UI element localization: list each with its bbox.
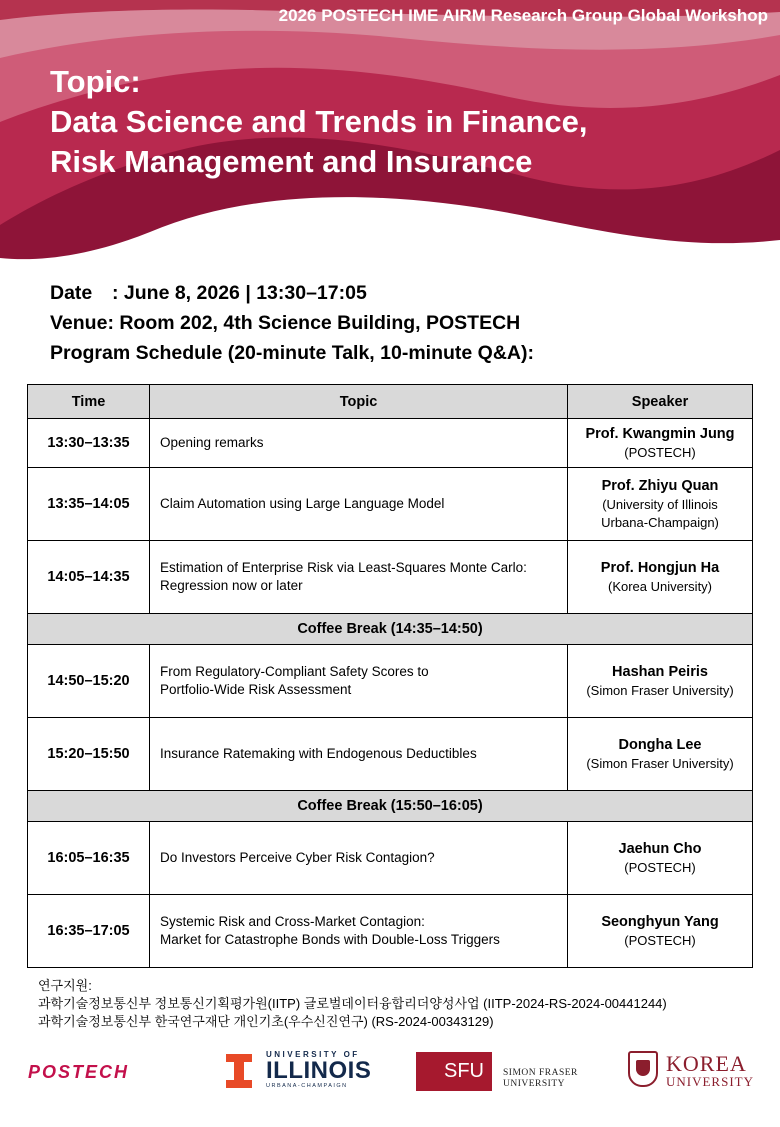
topic-cell bbox=[150, 895, 568, 968]
date-value: : June 8, 2026 | 13:30–17:05 bbox=[112, 282, 367, 304]
schedule-body bbox=[28, 419, 753, 968]
speaker-cell bbox=[568, 645, 753, 718]
workshop-title: 2026 POSTECH IME AIRM Research Group Global Workshop bbox=[278, 6, 768, 25]
speaker-cell bbox=[568, 541, 753, 614]
illinois-bottom-text: URBANA-CHAMPAIGN bbox=[266, 1083, 348, 1089]
speaker-affiliation: (POSTECH) bbox=[624, 933, 696, 948]
speaker-name: Jaehun Cho bbox=[618, 841, 702, 857]
funding-line-2: 과학기술정보통신부 한국연구재단 개인기초(우수신진연구) (RS-2024-00343129) bbox=[38, 1014, 494, 1029]
speaker-cell bbox=[568, 419, 753, 468]
date-label: Date bbox=[50, 282, 93, 304]
sfu-line-2: UNIVERSITY bbox=[503, 1079, 565, 1089]
time-cell: 14:50–15:20 bbox=[28, 645, 150, 718]
topic-line: Market for Catastrophe Bonds with Double-Loss Triggers bbox=[160, 932, 500, 947]
topic-line: From Regulatory-Compliant Safety Scores to bbox=[160, 664, 429, 679]
program-line: Program Schedule (20-minute Talk, 10-minute Q&A): bbox=[50, 342, 534, 364]
coffee-break-row bbox=[28, 791, 753, 822]
speaker-cell bbox=[568, 468, 753, 541]
topic-line: Claim Automation using Large Language Model bbox=[160, 496, 445, 511]
speaker-cell bbox=[568, 718, 753, 791]
illinois-main-text: ILLINOIS bbox=[266, 1057, 372, 1084]
sfu-wordmark bbox=[503, 1068, 578, 1090]
speaker-name: Hashan Peiris bbox=[612, 664, 708, 680]
topic-line: Regression now or later bbox=[160, 578, 303, 593]
topic-line: Insurance Ratemaking with Endogenous Deductibles bbox=[160, 746, 477, 761]
speaker-name: Prof. Hongjun Ha bbox=[600, 560, 720, 576]
topic-cell bbox=[150, 822, 568, 895]
topic-line: Opening remarks bbox=[160, 435, 264, 450]
coffee-break-label: Coffee Break (15:50–16:05) bbox=[28, 791, 753, 822]
funding-label: 연구지원: bbox=[38, 978, 92, 993]
header-time: Time bbox=[28, 385, 150, 419]
topic-heading bbox=[50, 62, 588, 182]
schedule-header-row bbox=[28, 385, 753, 419]
event-info bbox=[50, 278, 534, 368]
speaker-affiliation: (Simon Fraser University) bbox=[586, 756, 734, 771]
speaker-affiliation: (Simon Fraser University) bbox=[586, 683, 734, 698]
topic-cell bbox=[150, 541, 568, 614]
header-speaker: Speaker bbox=[568, 385, 753, 419]
speaker-affiliation: (University of Illinois bbox=[602, 497, 718, 512]
time-cell: 13:35–14:05 bbox=[28, 468, 150, 541]
topic-title-line-2: Risk Management and Insurance bbox=[50, 144, 533, 179]
topic-line: Systemic Risk and Cross-Market Contagion: bbox=[160, 914, 425, 929]
table-row bbox=[28, 718, 753, 791]
table-row bbox=[28, 541, 753, 614]
topic-title-line-1: Data Science and Trends in Finance, bbox=[50, 104, 588, 139]
topic-label: Topic: bbox=[50, 64, 141, 99]
speaker-affiliation: (POSTECH) bbox=[624, 445, 696, 460]
topic-cell bbox=[150, 419, 568, 468]
sfu-logo bbox=[416, 1052, 586, 1092]
time-cell: 13:30–13:35 bbox=[28, 419, 150, 468]
illinois-logo bbox=[226, 1050, 376, 1095]
venue-line: Venue: Room 202, 4th Science Building, POSTECH bbox=[50, 312, 521, 334]
speaker-name: Seonghyun Yang bbox=[601, 914, 719, 930]
time-cell: 16:35–17:05 bbox=[28, 895, 150, 968]
funding-note bbox=[38, 977, 667, 1031]
header-topic: Topic bbox=[150, 385, 568, 419]
table-row bbox=[28, 822, 753, 895]
funding-line-1: 과학기술정보통신부 정보통신기획평가원(IITP) 글로벌데이터융합리더양성사업 (IITP-2024-RS-2024-00441244) bbox=[38, 996, 667, 1011]
topic-cell bbox=[150, 468, 568, 541]
korea-university-logo bbox=[628, 1049, 758, 1094]
speaker-cell bbox=[568, 895, 753, 968]
time-cell: 15:20–15:50 bbox=[28, 718, 150, 791]
korea-line-1: KOREA bbox=[666, 1051, 747, 1076]
time-cell: 14:05–14:35 bbox=[28, 541, 150, 614]
schedule-table bbox=[27, 384, 753, 968]
date-line bbox=[50, 278, 534, 308]
table-row bbox=[28, 419, 753, 468]
table-row bbox=[28, 895, 753, 968]
korea-line-2: UNIVERSITY bbox=[666, 1074, 754, 1089]
sfu-mark: SFU bbox=[416, 1052, 492, 1091]
topic-cell bbox=[150, 645, 568, 718]
speaker-affiliation: (POSTECH) bbox=[624, 860, 696, 875]
topic-line: Estimation of Enterprise Risk via Least-Squares Monte Carlo: bbox=[160, 560, 527, 575]
time-cell: 16:05–16:35 bbox=[28, 822, 150, 895]
speaker-name: Prof. Zhiyu Quan bbox=[601, 478, 719, 494]
speaker-affiliation: (Korea University) bbox=[607, 579, 713, 594]
korea-crest-icon bbox=[628, 1051, 658, 1087]
illinois-top-text: UNIVERSITY OF bbox=[266, 1050, 360, 1059]
table-row bbox=[28, 645, 753, 718]
sfu-line-1: SIMON FRASER bbox=[503, 1068, 578, 1078]
postech-logo: POSTECH bbox=[28, 1062, 130, 1082]
speaker-cell bbox=[568, 822, 753, 895]
table-row bbox=[28, 468, 753, 541]
illinois-wordmark bbox=[266, 1050, 371, 1089]
speaker-name: Dongha Lee bbox=[618, 737, 702, 753]
illinois-block-i-icon bbox=[226, 1054, 252, 1088]
topic-line: Do Investors Perceive Cyber Risk Contagion? bbox=[160, 850, 435, 865]
speaker-affiliation: Urbana-Champaign) bbox=[601, 515, 719, 530]
coffee-break-row bbox=[28, 614, 753, 645]
speaker-name: Prof. Kwangmin Jung bbox=[585, 426, 735, 442]
coffee-break-label: Coffee Break (14:35–14:50) bbox=[28, 614, 753, 645]
topic-cell bbox=[150, 718, 568, 791]
topic-line: Portfolio-Wide Risk Assessment bbox=[160, 682, 352, 697]
